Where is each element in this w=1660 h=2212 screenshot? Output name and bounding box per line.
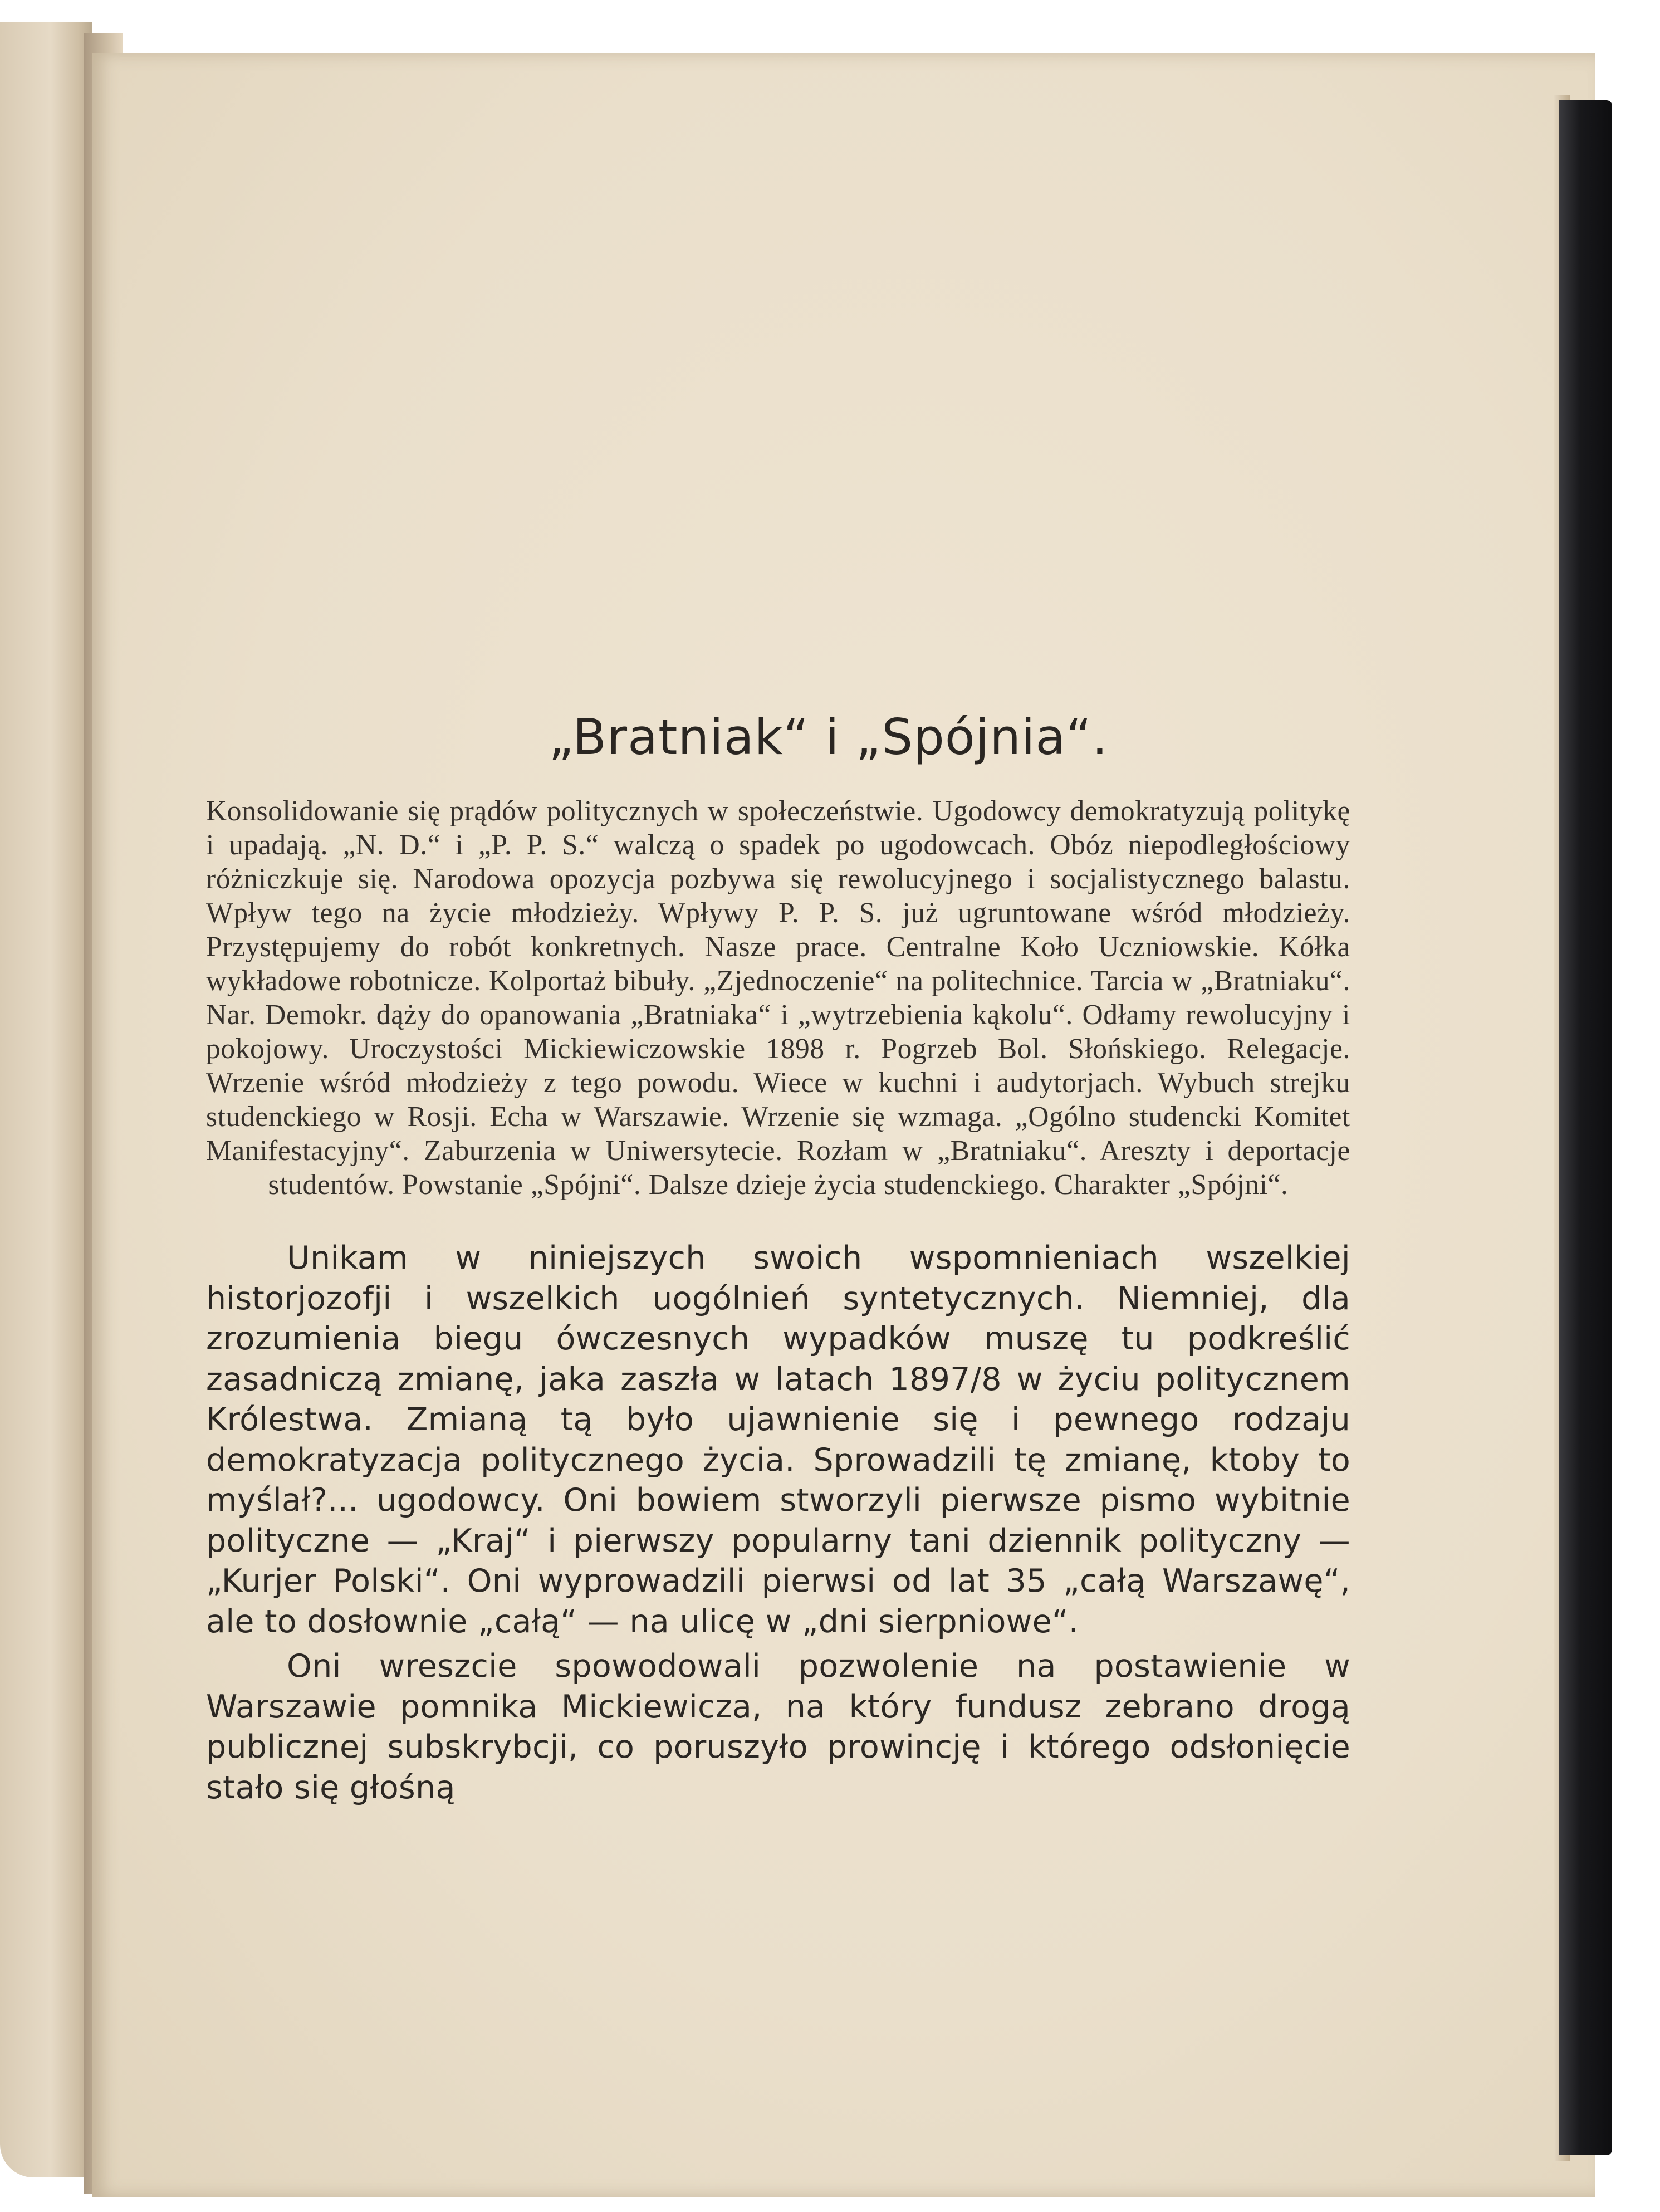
body-paragraph: Oni wreszcie spowodowali pozwolenie na postawienie w Warszawie pomnika Mickiewicza, na który fundusz zebrano drogą publicznej subskrybcji, co poruszyło prowincję i którego odsłonięcie stało się głośną	[206, 1648, 1350, 1806]
chapter-body	[206, 1238, 1350, 1808]
body-paragraph: Unikam w niniejszych swoich wspomnieniach wszelkiej historjozofji i wszelkich uogólnień syntetycznych. Niemniej, dla zrozumienia biegu ówczesnych wypadków muszę tu podkreślić zasadniczą zmianę, jaka zaszła w latach 1897/8 w życiu politycznem Królestwa. Zmianą tą było ujawnienie się i pewnego rodzaju demokratyzacja politycznego życia. Sprowadzili tę zmianę, ktoby to myślał?... ugodowcy. Oni bowiem stworzyli pierwsze pismo wybitnie polityczne — „Kraj“ i pierwszy popularny tani dziennik polityczny — „Kurjer Polski“. Oni wyprowadzili pierwsi od lat 35 „całą Warszawę“, ale to dosłownie „całą“ — na ulicę w „dni sierpniowe“.	[206, 1240, 1350, 1640]
chapter-heading: „Bratniak“ i „Spójnia“.	[549, 708, 1108, 766]
page-text	[206, 708, 1350, 1808]
book-cover-edge	[1559, 100, 1612, 2155]
left-page-edge	[0, 22, 92, 2177]
chapter-summary: Konsolidowanie się prądów politycznych w społeczeństwie. Ugodowcy demokratyzują politykę i upadają. „N. D.“ i „P. P. S.“ walczą o spadek po ugodowcach. Obóz niepodległościowy różniczkuje się. Narodowa opozycja pozbywa się rewolucyjnego i socjalistycznego balastu. Wpływ tego na życie młodzieży. Wpływy P. P. S. już ugruntowane wśród młodzieży. Przystępujemy do robót konkretnych. Nasze prace. Centralne Koło Uczniowskie. Kółka wykładowe robotnicze. Kolportaż bibuły. „Zjednoczenie“ na politechnice. Tarcia w „Bratniaku“. Nar. Demokr. dąży do opanowania „Bratniaka“ i „wytrzebienia kąkolu“. Odłamy rewolucyjny i pokojowy. Uroczystości Mickiewiczowskie 1898 r. Pogrzeb Bol. Słońskiego. Relegacje. Wrzenie wśród młodzieży z tego powodu. Wiece w kuchni i audytorjach. Wybuch strejku studenckiego w Rosji. Echa w Warszawie. Wrzenie się wzmaga. „Ogólno studencki Komitet Manifestacyjny“. Zaburzenia w Uniwersytecie. Rozłam w „Bratniaku“. Areszty i deportacje studentów. Powstanie „Spójni“. Dalsze dzieje życia studenckiego. Charakter „Spójni“.	[206, 795, 1350, 1201]
